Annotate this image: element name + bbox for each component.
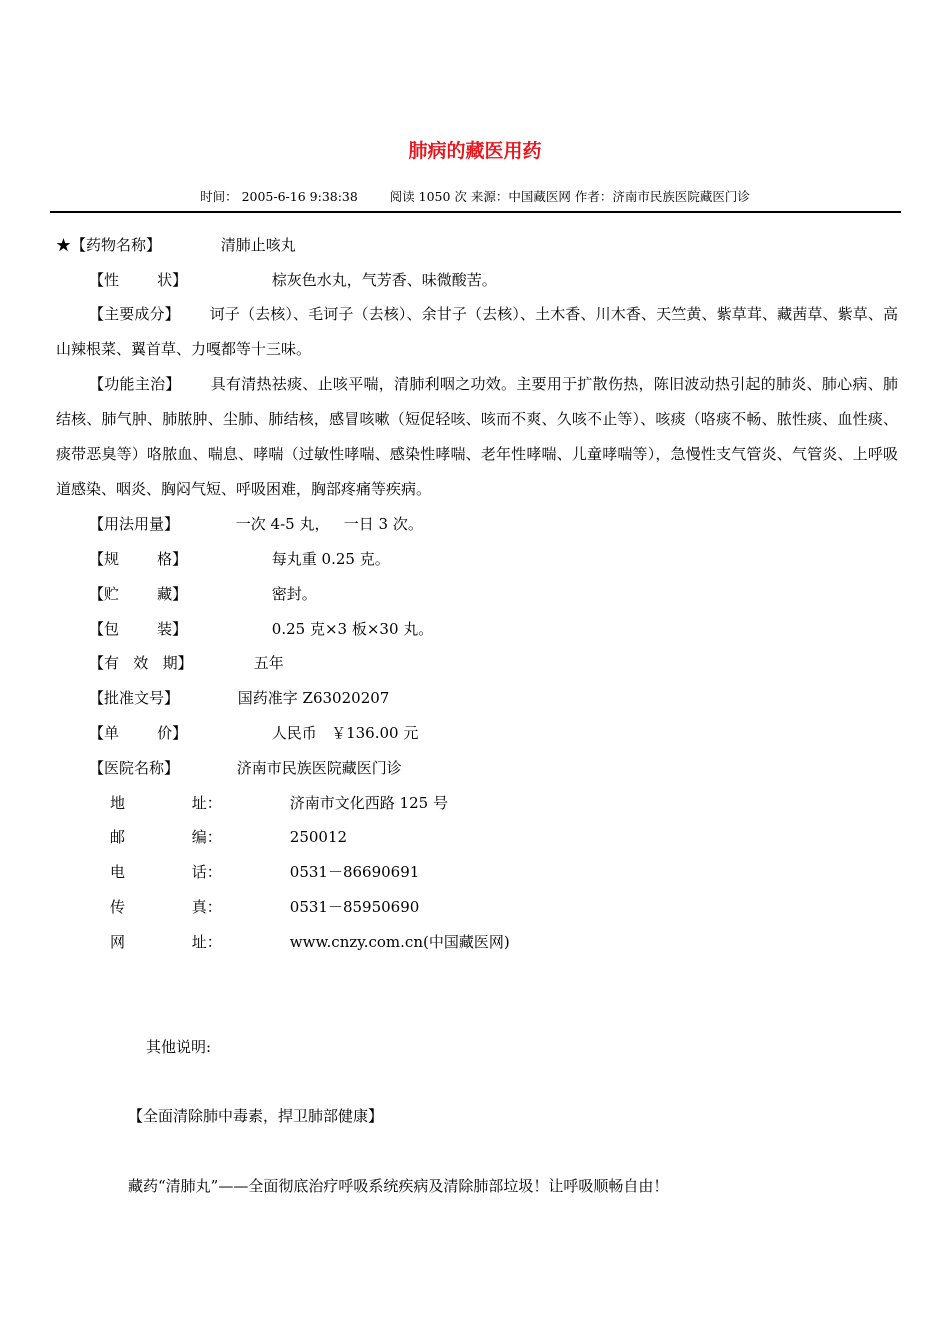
field-validity-value: 五年: [253, 654, 284, 672]
field-ingredients-value: 诃子（去核）、毛诃子（去核）、余甘子（去核）、土木香、川木香、天竺黄、紫草茸、藏茜草、紫草、高山辣根菜、翼首草、力嘎都等十三味。: [56, 305, 898, 358]
contact-phone: [110, 861, 419, 882]
field-spec: [89, 548, 390, 569]
contact-label: 地 址：: [110, 794, 222, 812]
time-label: 时间：: [200, 189, 238, 204]
field-price-value: 人民币 ￥136.00 元: [271, 724, 419, 742]
field-name-label: ★【药物名称】: [56, 236, 162, 254]
contact-website: [110, 931, 510, 952]
field-hospital-label: 【医院名称】: [89, 759, 180, 777]
source-label: 来源：: [470, 189, 509, 204]
field-function-value: 具有清热祛痰、止咳平喘，清肺利咽之功效。主要用于扩散伤热，陈旧波动热引起的肺炎、肺心病、肺结核、肺气肿、肺脓肿、尘肺、肺结核，感冒咳嗽（短促轻咳、咳而不爽、久咳不止等）、咳痰（咯痰不畅、脓性痰、血性痰、痰带恶臭等）咯脓血、喘息、哮喘（过敏性哮喘、感染性哮喘、老年性哮喘、儿童哮喘等），急慢性支气管炎、气管炎、上呼吸道感染、咽炎、胸闷气短、呼吸困难，胸部疼痛等疾病。: [56, 375, 898, 498]
field-spec-label: 【规 格】: [89, 550, 188, 568]
contact-value: 济南市文化西路 125 号: [289, 794, 448, 812]
field-storage-label: 【贮 藏】: [89, 585, 188, 603]
field-property: [89, 269, 497, 290]
contact-value: 250012: [289, 828, 348, 846]
contact-postcode: [110, 826, 347, 847]
contact-label: 传 真：: [110, 898, 222, 916]
author: 济南市民族医院藏医门诊: [612, 189, 750, 204]
field-package-label: 【包 装】: [89, 620, 188, 638]
contact-label: 邮 编：: [110, 828, 222, 846]
field-usage: [89, 513, 423, 534]
field-name-value: 清肺止咳丸: [220, 236, 296, 254]
field-hospital-value: 济南市民族医院藏医门诊: [236, 759, 402, 777]
header-divider: [50, 211, 901, 213]
field-usage-value: 一次 4-5 丸， 一日 3 次。: [235, 515, 423, 533]
contact-address: [110, 792, 448, 813]
author-label: 作者：: [574, 189, 613, 204]
contact-label: 网 址：: [110, 933, 222, 951]
field-function: [56, 367, 898, 507]
field-ingredients-label: 【主要成分】: [89, 305, 180, 323]
contact-fax: [110, 896, 419, 917]
field-validity-label: 【有 效 期】: [89, 654, 193, 672]
field-package: [89, 618, 433, 639]
contact-label: 电 话：: [110, 863, 222, 881]
field-approval-value: 国药准字 Z63020207: [237, 689, 390, 707]
field-storage-value: 密封。: [271, 585, 317, 603]
field-property-value: 棕灰色水丸，气芳香、味微酸苦。: [271, 271, 497, 289]
field-package-value: 0.25 克×3 板×30 丸。: [271, 620, 434, 638]
source: 中国藏医网: [508, 189, 571, 204]
field-approval-label: 【批准文号】: [89, 689, 180, 707]
other-notes-heading: 其他说明:: [146, 1038, 212, 1056]
contact-value: www.cnzy.com.cn(中国藏医网): [289, 933, 510, 951]
field-usage-label: 【用法用量】: [89, 515, 180, 533]
field-price: [89, 722, 418, 743]
field-storage: [89, 583, 317, 604]
field-approval: [89, 687, 389, 708]
publish-time: 2005-6-16 9:38:38: [241, 189, 358, 204]
field-hospital: [89, 757, 402, 778]
field-function-label: 【功能主治】: [89, 375, 181, 393]
field-ingredients: [56, 297, 898, 367]
field-name: [56, 234, 296, 255]
read-count: 阅读 1050 次: [389, 189, 467, 204]
slogan: 【全面清除肺中毒素，捍卫肺部健康】: [128, 1107, 384, 1125]
article-meta: [0, 187, 950, 205]
page-title: 肺病的藏医用药: [408, 140, 542, 162]
contact-value: 0531－85950690: [289, 898, 420, 916]
tagline: 藏药“清肺丸”——全面彻底治疗呼吸系统疾病及清除肺部垃圾！让呼吸顺畅自由！: [128, 1177, 669, 1195]
field-price-label: 【单 价】: [89, 724, 188, 742]
field-spec-value: 每丸重 0.25 克。: [271, 550, 390, 568]
field-property-label: 【性 状】: [89, 271, 188, 289]
contact-value: 0531－86690691: [289, 863, 420, 881]
field-validity: [89, 652, 284, 673]
